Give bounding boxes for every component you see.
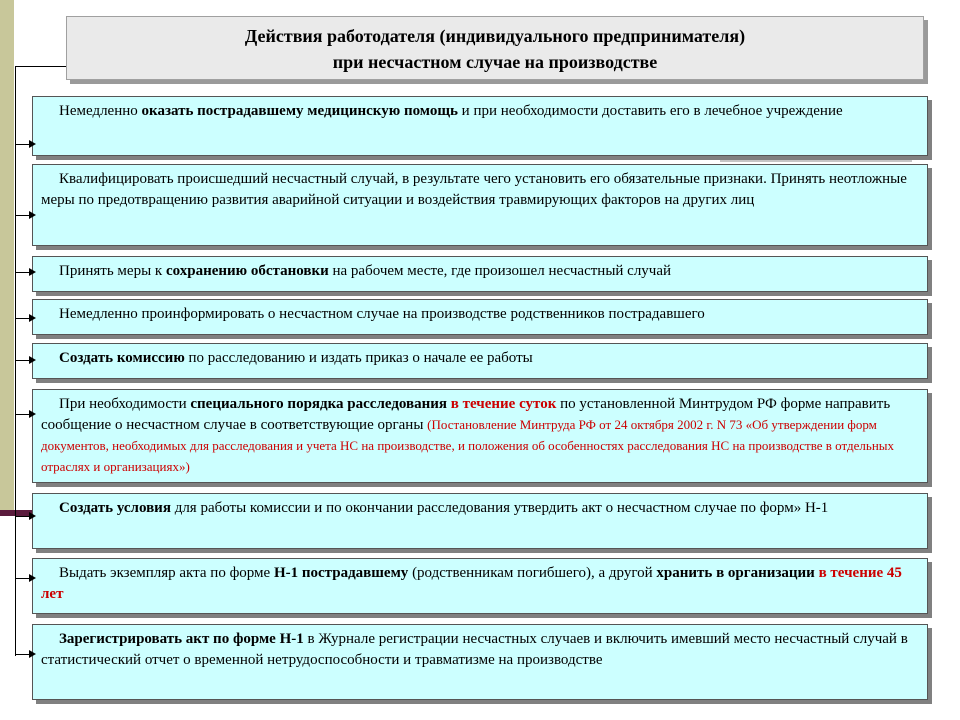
step-text-part: Создать условия bbox=[59, 500, 171, 516]
step-text-part: При необходимости bbox=[59, 396, 191, 412]
step-box bbox=[32, 164, 928, 246]
step-text-part: для работы комиссии и по окончании расследования утвердить акт о несчастном случае по форм» Н-1 bbox=[170, 500, 829, 516]
flow-arrow bbox=[15, 414, 30, 415]
title-line-2: при несчастном случае на производстве bbox=[332, 52, 658, 72]
step-box bbox=[32, 96, 928, 156]
flow-arrow bbox=[15, 516, 30, 517]
step-box bbox=[32, 389, 928, 483]
step-text-part: в течение суток bbox=[447, 396, 557, 412]
flow-arrow bbox=[15, 360, 30, 361]
step-box bbox=[32, 558, 928, 614]
step-text-part: в течение 45 лет bbox=[41, 565, 902, 602]
flow-arrow bbox=[15, 215, 30, 216]
step-text-part: на рабочем месте, где произошел несчастный случай bbox=[328, 263, 672, 279]
step-box bbox=[32, 624, 928, 700]
step-text-part: (Постановление Минтруда РФ от 24 октября 2002 г. N 73 «Об утверждении форм документов, необходимых для расследования и учета НС на производстве, и положения об особенностях расследования НС на производстве в отдельных отраслях и организациях») bbox=[41, 417, 895, 474]
flow-connector-title-stub bbox=[15, 66, 67, 67]
step-text-part: сохранению обстановки bbox=[165, 263, 329, 279]
step-text-part: Немедленно проинформировать о несчастном случае на производстве родственников пострадавшего bbox=[59, 306, 705, 322]
flow-arrow bbox=[15, 578, 30, 579]
flow-arrow bbox=[15, 144, 30, 145]
step-text-part: специального порядка расследования bbox=[190, 396, 448, 412]
step-text-part: Зарегистрировать акт по форме Н-1 bbox=[59, 631, 304, 647]
step-text-part: хранить в организации bbox=[656, 565, 815, 581]
flow-arrow bbox=[15, 318, 30, 319]
step-text-part: Создать комиссию bbox=[59, 350, 185, 366]
step-text-part: по установленной Минтрудом РФ форме направить сообщение о несчастном случае в соответствующие органы bbox=[41, 396, 891, 433]
step-text-part: Н-1 пострадавшему bbox=[273, 565, 409, 581]
decor-olive-strip bbox=[0, 0, 14, 510]
step-text-part: Выдать экземпляр акта по форме bbox=[59, 565, 274, 581]
step-box bbox=[32, 343, 928, 379]
step-text-part: Принять меры к bbox=[59, 263, 166, 279]
step-box bbox=[32, 299, 928, 335]
step-box bbox=[32, 256, 928, 292]
step-text-part: оказать пострадавшему медицинскую помощь bbox=[141, 103, 458, 119]
step-box bbox=[32, 493, 928, 549]
step-text-part: по расследованию и издать приказ о начале ее работы bbox=[184, 350, 533, 366]
page-title bbox=[66, 16, 924, 80]
title-line-1: Действия работодателя (индивидуального предпринимателя) bbox=[244, 26, 746, 46]
step-text-part: в Журнале регистрации несчастных случаев и включить имевший место несчастный случай в статистический отчет о временной нетрудоспособности и травматизме на производстве bbox=[41, 631, 908, 668]
flow-arrow bbox=[15, 654, 30, 655]
step-text-part: Квалифицировать происшедший несчастный случай, в результате чего установить его обязательные признаки. Принять неотложные меры по предотвращению развития аварийной ситуации и воздействия травмирующих факторов на других лиц bbox=[41, 171, 907, 208]
flow-connector-line bbox=[15, 66, 16, 656]
step-text-part: Немедленно bbox=[59, 103, 142, 119]
step-text-part: и при необходимости доставить его в лечебное учреждение bbox=[457, 103, 843, 119]
flow-arrow bbox=[15, 272, 30, 273]
step-text-part: (родственникам погибшего), а другой bbox=[408, 565, 657, 581]
